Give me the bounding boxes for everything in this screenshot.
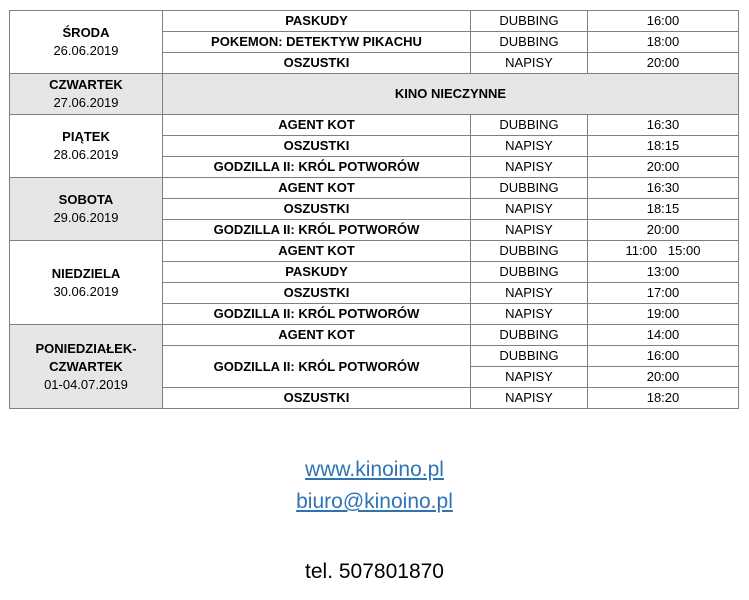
showtime: 20:00 — [588, 367, 739, 388]
schedule-row — [10, 325, 739, 346]
film-title: AGENT KOT — [163, 115, 471, 136]
website-link[interactable]: www.kinoino.pl — [305, 458, 444, 481]
schedule-row — [10, 74, 739, 115]
email-link[interactable]: biuro@kinoino.pl — [296, 490, 453, 513]
schedule-row — [10, 115, 739, 136]
film-version: DUBBING — [471, 32, 588, 53]
showtime: 17:00 — [588, 283, 739, 304]
website-line — [0, 458, 749, 482]
film-version: NAPISY — [471, 136, 588, 157]
film-title: GODZILLA II: KRÓL POTWORÓW — [163, 157, 471, 178]
film-version: NAPISY — [471, 199, 588, 220]
schedule-row — [10, 178, 739, 199]
showtime: 18:15 — [588, 136, 739, 157]
film-title: AGENT KOT — [163, 241, 471, 262]
film-title: OSZUSTKI — [163, 53, 471, 74]
showtime: 20:00 — [588, 53, 739, 74]
day-cell — [10, 178, 163, 241]
day-date: 30.06.2019 — [53, 283, 119, 299]
schedule-body — [10, 11, 739, 409]
showtime: 16:00 — [588, 346, 739, 367]
day-cell — [10, 74, 163, 115]
showtime: 11:00 15:00 — [588, 241, 739, 262]
day-cell — [10, 11, 163, 74]
day-cell — [10, 325, 163, 409]
showtime: 16:30 — [588, 115, 739, 136]
day-date: 29.06.2019 — [53, 210, 119, 225]
day-name: SOBOTA — [58, 192, 114, 207]
film-version: DUBBING — [471, 115, 588, 136]
cinema-closed-notice: KINO NIECZYNNE — [163, 74, 739, 115]
email-line — [0, 490, 749, 514]
schedule-row — [10, 11, 739, 32]
day-date: 01-04.07.2019 — [44, 376, 128, 392]
showtime: 14:00 — [588, 325, 739, 346]
day-name: PONIEDZIAŁEK-CZWARTEK — [35, 340, 137, 374]
showtime: 18:20 — [588, 388, 739, 409]
film-version: NAPISY — [471, 283, 588, 304]
showtime: 13:00 — [588, 262, 739, 283]
film-version: DUBBING — [471, 262, 588, 283]
film-title: PASKUDY — [163, 262, 471, 283]
film-version: DUBBING — [471, 346, 588, 367]
film-title: GODZILLA II: KRÓL POTWORÓW — [163, 346, 471, 388]
phone-number: tel. 507801870 — [305, 560, 444, 583]
showtime: 16:00 — [588, 11, 739, 32]
day-cell — [10, 115, 163, 178]
schedule-table — [9, 10, 739, 409]
film-title: PASKUDY — [163, 11, 471, 32]
day-cell — [10, 241, 163, 325]
showtime: 20:00 — [588, 157, 739, 178]
film-title: GODZILLA II: KRÓL POTWORÓW — [163, 220, 471, 241]
film-title: POKEMON: DETEKTYW PIKACHU — [163, 32, 471, 53]
film-title: OSZUSTKI — [163, 283, 471, 304]
film-version: DUBBING — [471, 11, 588, 32]
day-date: 27.06.2019 — [53, 95, 119, 110]
film-title: AGENT KOT — [163, 178, 471, 199]
day-name: NIEDZIELA — [51, 265, 121, 281]
showtime: 18:00 — [588, 32, 739, 53]
film-version: NAPISY — [471, 220, 588, 241]
showtime: 16:30 — [588, 178, 739, 199]
day-date: 28.06.2019 — [53, 147, 119, 162]
film-version: NAPISY — [471, 388, 588, 409]
film-title: OSZUSTKI — [163, 136, 471, 157]
day-name: PIĄTEK — [62, 129, 110, 144]
film-version: DUBBING — [471, 178, 588, 199]
day-date: 26.06.2019 — [53, 43, 119, 58]
film-title: GODZILLA II: KRÓL POTWORÓW — [163, 304, 471, 325]
film-version: NAPISY — [471, 304, 588, 325]
film-version: DUBBING — [471, 325, 588, 346]
day-name: ŚRODA — [62, 25, 110, 40]
film-version: NAPISY — [471, 53, 588, 74]
film-version: NAPISY — [471, 367, 588, 388]
film-version: NAPISY — [471, 157, 588, 178]
film-title: OSZUSTKI — [163, 199, 471, 220]
film-title: OSZUSTKI — [163, 388, 471, 409]
film-version: DUBBING — [471, 241, 588, 262]
showtime: 19:00 — [588, 304, 739, 325]
film-title: AGENT KOT — [163, 325, 471, 346]
showtime: 20:00 — [588, 220, 739, 241]
day-name: CZWARTEK — [49, 77, 123, 92]
schedule-row — [10, 241, 739, 262]
showtime: 18:15 — [588, 199, 739, 220]
